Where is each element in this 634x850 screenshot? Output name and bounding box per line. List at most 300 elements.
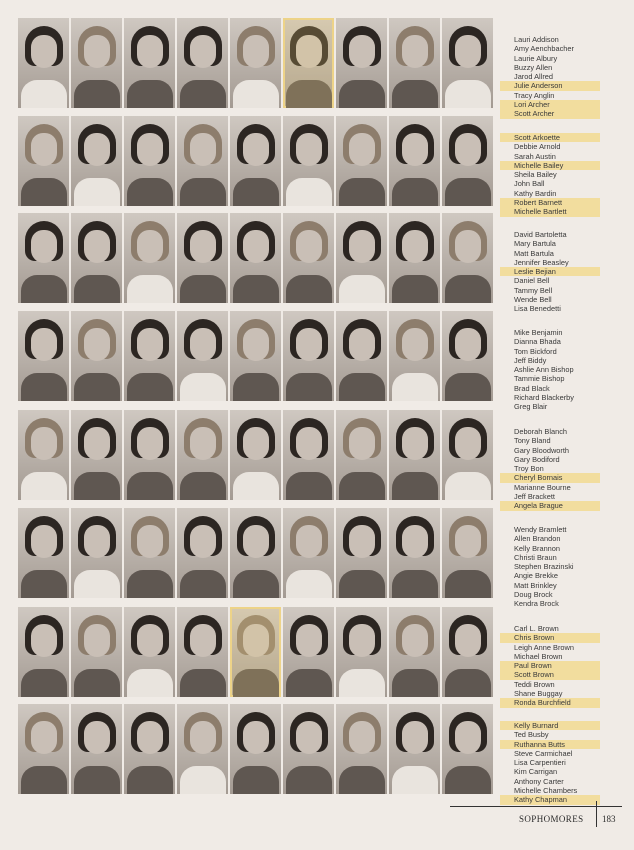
student-portrait bbox=[389, 410, 440, 500]
portrait-body bbox=[286, 472, 332, 500]
portrait-body bbox=[445, 275, 491, 303]
portrait-face bbox=[243, 133, 269, 166]
portrait-face bbox=[349, 133, 375, 166]
student-name: Michelle Bailey bbox=[500, 161, 600, 170]
portrait-face bbox=[31, 721, 57, 754]
portrait-row bbox=[18, 410, 498, 500]
student-name: Kelly Brannon bbox=[514, 543, 561, 553]
student-portrait bbox=[336, 704, 387, 794]
portrait-body bbox=[21, 669, 67, 697]
portrait-body bbox=[339, 766, 385, 794]
portrait-body bbox=[127, 178, 173, 206]
portrait-body bbox=[445, 766, 491, 794]
student-name: Anthony Carter bbox=[514, 776, 564, 786]
student-name: Kathy Bardin bbox=[514, 188, 557, 198]
student-name: Tom Bickford bbox=[514, 346, 557, 356]
student-name: John Ball bbox=[514, 179, 545, 189]
portrait-face bbox=[296, 721, 322, 754]
student-name: Dianna Bhada bbox=[514, 337, 561, 347]
portrait-face bbox=[243, 721, 269, 754]
portrait-body bbox=[339, 178, 385, 206]
student-portrait bbox=[283, 213, 334, 303]
name-list bbox=[500, 721, 600, 805]
portrait-body bbox=[21, 178, 67, 206]
portrait-face bbox=[137, 525, 163, 558]
portrait-body bbox=[286, 275, 332, 303]
portrait-row bbox=[18, 213, 498, 303]
portrait-face bbox=[455, 328, 481, 361]
student-name: Allen Brandon bbox=[514, 534, 561, 544]
portrait-body bbox=[445, 373, 491, 401]
portrait-body bbox=[286, 766, 332, 794]
portrait-face bbox=[190, 721, 216, 754]
portrait-face bbox=[455, 427, 481, 460]
portrait-face bbox=[190, 35, 216, 68]
student-name: Tammy Bell bbox=[514, 285, 553, 295]
portrait-body bbox=[21, 275, 67, 303]
portrait-face bbox=[137, 133, 163, 166]
portrait-hair bbox=[290, 26, 328, 66]
student-portrait bbox=[177, 607, 228, 697]
student-name: Stephen Brazinski bbox=[514, 562, 574, 572]
portrait-body bbox=[74, 373, 120, 401]
portrait-row bbox=[18, 18, 498, 108]
portrait-face bbox=[137, 328, 163, 361]
student-portrait bbox=[442, 607, 493, 697]
student-portrait bbox=[177, 116, 228, 206]
student-name: Lisa Carpentieri bbox=[514, 758, 566, 768]
portrait-face bbox=[402, 133, 428, 166]
portrait-row bbox=[18, 704, 498, 794]
student-name: Wende Bell bbox=[514, 295, 552, 305]
student-portrait bbox=[336, 410, 387, 500]
portrait-face bbox=[296, 328, 322, 361]
student-portrait bbox=[230, 704, 281, 794]
student-portrait bbox=[71, 213, 122, 303]
portrait-face bbox=[31, 624, 57, 657]
student-portrait bbox=[336, 311, 387, 401]
portrait-face bbox=[243, 525, 269, 558]
portrait-body bbox=[127, 373, 173, 401]
student-name: Laurie Albury bbox=[514, 53, 558, 63]
student-name: Greg Blair bbox=[514, 402, 548, 412]
student-portrait bbox=[283, 18, 334, 108]
portrait-body bbox=[445, 472, 491, 500]
student-name: Lori Archer bbox=[500, 100, 600, 109]
student-portrait bbox=[230, 410, 281, 500]
student-portrait bbox=[283, 607, 334, 697]
student-portrait bbox=[442, 213, 493, 303]
student-portrait bbox=[177, 704, 228, 794]
portrait-face bbox=[137, 35, 163, 68]
student-portrait bbox=[230, 116, 281, 206]
portrait-face bbox=[349, 328, 375, 361]
portrait-body bbox=[180, 669, 226, 697]
student-name: Sarah Austin bbox=[514, 151, 556, 161]
portrait-face bbox=[455, 35, 481, 68]
portrait-row bbox=[18, 607, 498, 697]
portrait-face bbox=[84, 328, 110, 361]
student-portrait bbox=[177, 213, 228, 303]
student-name: Michael Brown bbox=[514, 651, 563, 661]
portrait-body bbox=[74, 275, 120, 303]
student-portrait bbox=[283, 410, 334, 500]
portrait-face bbox=[243, 427, 269, 460]
name-list bbox=[500, 230, 600, 314]
student-name: Robert Barnett bbox=[500, 198, 600, 207]
portrait-body bbox=[339, 669, 385, 697]
student-portrait bbox=[71, 116, 122, 206]
student-name: Richard Blackerby bbox=[514, 393, 574, 403]
student-name: Ronda Burchfield bbox=[500, 698, 600, 707]
student-name: Leigh Anne Brown bbox=[514, 642, 574, 652]
portrait-face bbox=[190, 328, 216, 361]
portrait-body bbox=[286, 80, 332, 108]
portrait-face bbox=[296, 230, 322, 263]
portrait-body bbox=[180, 472, 226, 500]
student-name: Gary Bodiford bbox=[514, 454, 560, 464]
student-portrait bbox=[442, 18, 493, 108]
portrait-body bbox=[74, 570, 120, 598]
portrait-face bbox=[84, 624, 110, 657]
portrait-face bbox=[190, 624, 216, 657]
portrait-body bbox=[233, 178, 279, 206]
portrait-body bbox=[180, 178, 226, 206]
portrait-body bbox=[180, 80, 226, 108]
student-portrait bbox=[336, 116, 387, 206]
student-name: Ted Busby bbox=[514, 730, 549, 740]
student-portrait bbox=[18, 508, 69, 598]
student-portrait bbox=[18, 213, 69, 303]
portrait-body bbox=[74, 472, 120, 500]
student-portrait bbox=[283, 311, 334, 401]
name-list bbox=[500, 35, 600, 119]
student-portrait bbox=[18, 410, 69, 500]
portrait-row bbox=[18, 508, 498, 598]
student-name: Julie Anderson bbox=[500, 81, 600, 90]
student-name: Michelle Bartlett bbox=[500, 207, 600, 216]
student-portrait bbox=[389, 607, 440, 697]
portrait-body bbox=[339, 80, 385, 108]
portrait-face bbox=[31, 427, 57, 460]
page-number: 183 bbox=[602, 814, 616, 824]
portrait-body bbox=[127, 766, 173, 794]
student-name: Wendy Bramlett bbox=[514, 525, 567, 534]
portrait-face bbox=[243, 230, 269, 263]
portrait-face bbox=[296, 133, 322, 166]
student-portrait bbox=[18, 18, 69, 108]
student-portrait bbox=[18, 607, 69, 697]
student-portrait bbox=[389, 508, 440, 598]
student-portrait bbox=[230, 311, 281, 401]
student-portrait bbox=[71, 607, 122, 697]
student-name: Gary Bloodworth bbox=[514, 445, 570, 455]
portrait-face bbox=[84, 427, 110, 460]
portrait-body bbox=[21, 570, 67, 598]
student-portrait bbox=[336, 18, 387, 108]
portrait-face bbox=[84, 721, 110, 754]
student-name: Paul Brown bbox=[500, 661, 600, 670]
student-name: Troy Bon bbox=[514, 464, 544, 474]
student-portrait bbox=[230, 607, 281, 697]
student-name: Leslie Bejian bbox=[500, 267, 600, 276]
portrait-body bbox=[392, 373, 438, 401]
portrait-body bbox=[233, 570, 279, 598]
student-portrait bbox=[71, 704, 122, 794]
student-portrait bbox=[177, 410, 228, 500]
student-portrait bbox=[442, 311, 493, 401]
portrait-body bbox=[21, 80, 67, 108]
portrait-face bbox=[349, 721, 375, 754]
student-name: Scott Arkoette bbox=[500, 133, 600, 142]
portrait-face bbox=[296, 525, 322, 558]
student-portrait bbox=[336, 508, 387, 598]
student-name: Tony Bland bbox=[514, 436, 551, 446]
portrait-face bbox=[455, 624, 481, 657]
portrait-body bbox=[180, 373, 226, 401]
portrait-body bbox=[339, 373, 385, 401]
portrait-face bbox=[296, 35, 322, 68]
portrait-body bbox=[180, 766, 226, 794]
student-name: Lauri Addison bbox=[514, 35, 559, 44]
student-portrait bbox=[442, 704, 493, 794]
student-portrait bbox=[230, 508, 281, 598]
portrait-body bbox=[74, 80, 120, 108]
portrait-body bbox=[127, 570, 173, 598]
portrait-body bbox=[286, 373, 332, 401]
student-name: Mary Bartula bbox=[514, 239, 556, 249]
portrait-face bbox=[455, 525, 481, 558]
portrait-hair bbox=[237, 615, 275, 655]
student-portrait bbox=[18, 116, 69, 206]
student-portrait bbox=[336, 607, 387, 697]
student-name: Angela Brague bbox=[500, 501, 600, 510]
portrait-body bbox=[392, 570, 438, 598]
student-name: Angie Brekke bbox=[514, 571, 558, 581]
student-portrait bbox=[18, 704, 69, 794]
portrait-face bbox=[84, 35, 110, 68]
portrait-body bbox=[286, 669, 332, 697]
student-portrait bbox=[124, 410, 175, 500]
student-portrait bbox=[124, 508, 175, 598]
student-portrait bbox=[442, 508, 493, 598]
portrait-face bbox=[349, 230, 375, 263]
student-portrait bbox=[283, 116, 334, 206]
portrait-face bbox=[402, 35, 428, 68]
student-name: Daniel Bell bbox=[514, 276, 550, 286]
portrait-body bbox=[127, 669, 173, 697]
portrait-face bbox=[402, 525, 428, 558]
portrait-face bbox=[296, 624, 322, 657]
portrait-body bbox=[127, 472, 173, 500]
student-portrait bbox=[124, 116, 175, 206]
student-portrait bbox=[442, 116, 493, 206]
student-portrait bbox=[177, 311, 228, 401]
student-portrait bbox=[71, 18, 122, 108]
portrait-body bbox=[339, 570, 385, 598]
student-portrait bbox=[283, 704, 334, 794]
portrait-body bbox=[233, 766, 279, 794]
student-portrait bbox=[389, 311, 440, 401]
portrait-body bbox=[74, 669, 120, 697]
portrait-face bbox=[84, 133, 110, 166]
portrait-body bbox=[21, 472, 67, 500]
portrait-face bbox=[137, 230, 163, 263]
student-name: Lisa Benedetti bbox=[514, 304, 561, 314]
portrait-body bbox=[21, 373, 67, 401]
portrait-face bbox=[137, 427, 163, 460]
student-name: David Bartoletta bbox=[514, 230, 567, 239]
name-list bbox=[500, 624, 600, 708]
student-portrait bbox=[177, 508, 228, 598]
portrait-body bbox=[392, 766, 438, 794]
portrait-face bbox=[455, 230, 481, 263]
student-portrait bbox=[389, 116, 440, 206]
portrait-body bbox=[74, 178, 120, 206]
portrait-body bbox=[180, 275, 226, 303]
portrait-face bbox=[402, 721, 428, 754]
portrait-body bbox=[445, 80, 491, 108]
student-name: Ruthanna Butts bbox=[500, 740, 600, 749]
student-name: Scott Archer bbox=[500, 109, 600, 118]
portrait-face bbox=[455, 133, 481, 166]
student-name: Christi Braun bbox=[514, 552, 557, 562]
student-name: Carl L. Brown bbox=[514, 624, 559, 633]
student-name: Kendra Brock bbox=[514, 599, 559, 609]
student-name: Mike Benjamin bbox=[514, 328, 563, 337]
portrait-face bbox=[402, 230, 428, 263]
portrait-body bbox=[392, 669, 438, 697]
student-portrait bbox=[71, 410, 122, 500]
student-name: Matt Bartula bbox=[514, 248, 554, 258]
student-portrait bbox=[124, 607, 175, 697]
portrait-body bbox=[445, 570, 491, 598]
portrait-face bbox=[243, 328, 269, 361]
student-name: Sheila Bailey bbox=[514, 170, 557, 180]
student-portrait bbox=[389, 213, 440, 303]
portrait-face bbox=[190, 133, 216, 166]
student-portrait bbox=[124, 704, 175, 794]
student-portrait bbox=[18, 311, 69, 401]
student-name: Chris Brown bbox=[500, 633, 600, 642]
student-name: Brad Black bbox=[514, 383, 550, 393]
portrait-body bbox=[392, 178, 438, 206]
student-portrait bbox=[124, 213, 175, 303]
portrait-body bbox=[233, 472, 279, 500]
portrait-body bbox=[286, 178, 332, 206]
student-name: Kathy Chapman bbox=[500, 795, 600, 804]
student-portrait bbox=[177, 18, 228, 108]
portrait-body bbox=[392, 472, 438, 500]
student-name: Shane Buggay bbox=[514, 689, 563, 699]
student-name: Michelle Chambers bbox=[514, 786, 578, 796]
student-name: Doug Brock bbox=[514, 590, 553, 600]
student-name: Steve Carmichael bbox=[514, 748, 573, 758]
portrait-row bbox=[18, 116, 498, 206]
portrait-face bbox=[31, 35, 57, 68]
student-name: Jeff Brackett bbox=[514, 492, 555, 502]
section-label: SOPHOMORES bbox=[519, 814, 584, 824]
student-name: Cheryl Bornais bbox=[500, 473, 600, 482]
portrait-face bbox=[190, 230, 216, 263]
portrait-body bbox=[74, 766, 120, 794]
portrait-body bbox=[233, 275, 279, 303]
portrait-body bbox=[233, 80, 279, 108]
portrait-body bbox=[21, 766, 67, 794]
student-portrait bbox=[230, 213, 281, 303]
student-name: Amy Aenchbacher bbox=[514, 44, 574, 54]
portrait-row bbox=[18, 311, 498, 401]
portrait-face bbox=[402, 624, 428, 657]
portrait-face bbox=[31, 230, 57, 263]
portrait-body bbox=[286, 570, 332, 598]
portrait-face bbox=[31, 133, 57, 166]
portrait-face bbox=[349, 624, 375, 657]
student-portrait bbox=[230, 18, 281, 108]
portrait-body bbox=[233, 373, 279, 401]
name-list bbox=[500, 427, 600, 511]
portrait-face bbox=[190, 427, 216, 460]
portrait-face bbox=[243, 624, 269, 657]
student-name: Tracy Anglin bbox=[514, 90, 555, 100]
student-name: Buzzy Allen bbox=[514, 62, 553, 72]
student-name: Jarod Allred bbox=[514, 72, 554, 82]
student-portrait bbox=[283, 508, 334, 598]
student-portrait bbox=[124, 311, 175, 401]
student-name: Jeff Biddy bbox=[514, 355, 547, 365]
portrait-face bbox=[296, 427, 322, 460]
portrait-body bbox=[233, 669, 279, 697]
footer-tick bbox=[596, 801, 597, 827]
portrait-body bbox=[445, 178, 491, 206]
portrait-body bbox=[392, 275, 438, 303]
name-list bbox=[500, 133, 600, 217]
student-portrait bbox=[442, 410, 493, 500]
name-list bbox=[500, 525, 600, 609]
portrait-face bbox=[349, 427, 375, 460]
student-name: Ashlie Ann Bishop bbox=[514, 365, 574, 375]
portrait-face bbox=[84, 230, 110, 263]
portrait-body bbox=[392, 80, 438, 108]
portrait-body bbox=[339, 275, 385, 303]
name-list bbox=[500, 328, 600, 412]
student-name: Teddi Brown bbox=[514, 679, 555, 689]
student-name: Jennifer Beasley bbox=[514, 257, 569, 267]
portrait-body bbox=[127, 80, 173, 108]
student-portrait bbox=[124, 18, 175, 108]
student-name: Matt Brinkley bbox=[514, 580, 557, 590]
student-name: Tammie Bishop bbox=[514, 374, 565, 384]
portrait-body bbox=[127, 275, 173, 303]
portrait-face bbox=[31, 525, 57, 558]
portrait-face bbox=[137, 721, 163, 754]
student-name: Scott Brown bbox=[500, 670, 600, 679]
portrait-face bbox=[455, 721, 481, 754]
student-portrait bbox=[71, 311, 122, 401]
portrait-face bbox=[190, 525, 216, 558]
student-name: Marianne Bourne bbox=[514, 482, 571, 492]
portrait-face bbox=[402, 328, 428, 361]
portrait-face bbox=[402, 427, 428, 460]
portrait-face bbox=[31, 328, 57, 361]
portrait-face bbox=[349, 35, 375, 68]
student-portrait bbox=[336, 213, 387, 303]
portrait-face bbox=[243, 35, 269, 68]
student-portrait bbox=[389, 704, 440, 794]
student-name: Kelly Burnard bbox=[500, 721, 600, 730]
portrait-body bbox=[445, 669, 491, 697]
student-name: Kim Carrigan bbox=[514, 767, 558, 777]
